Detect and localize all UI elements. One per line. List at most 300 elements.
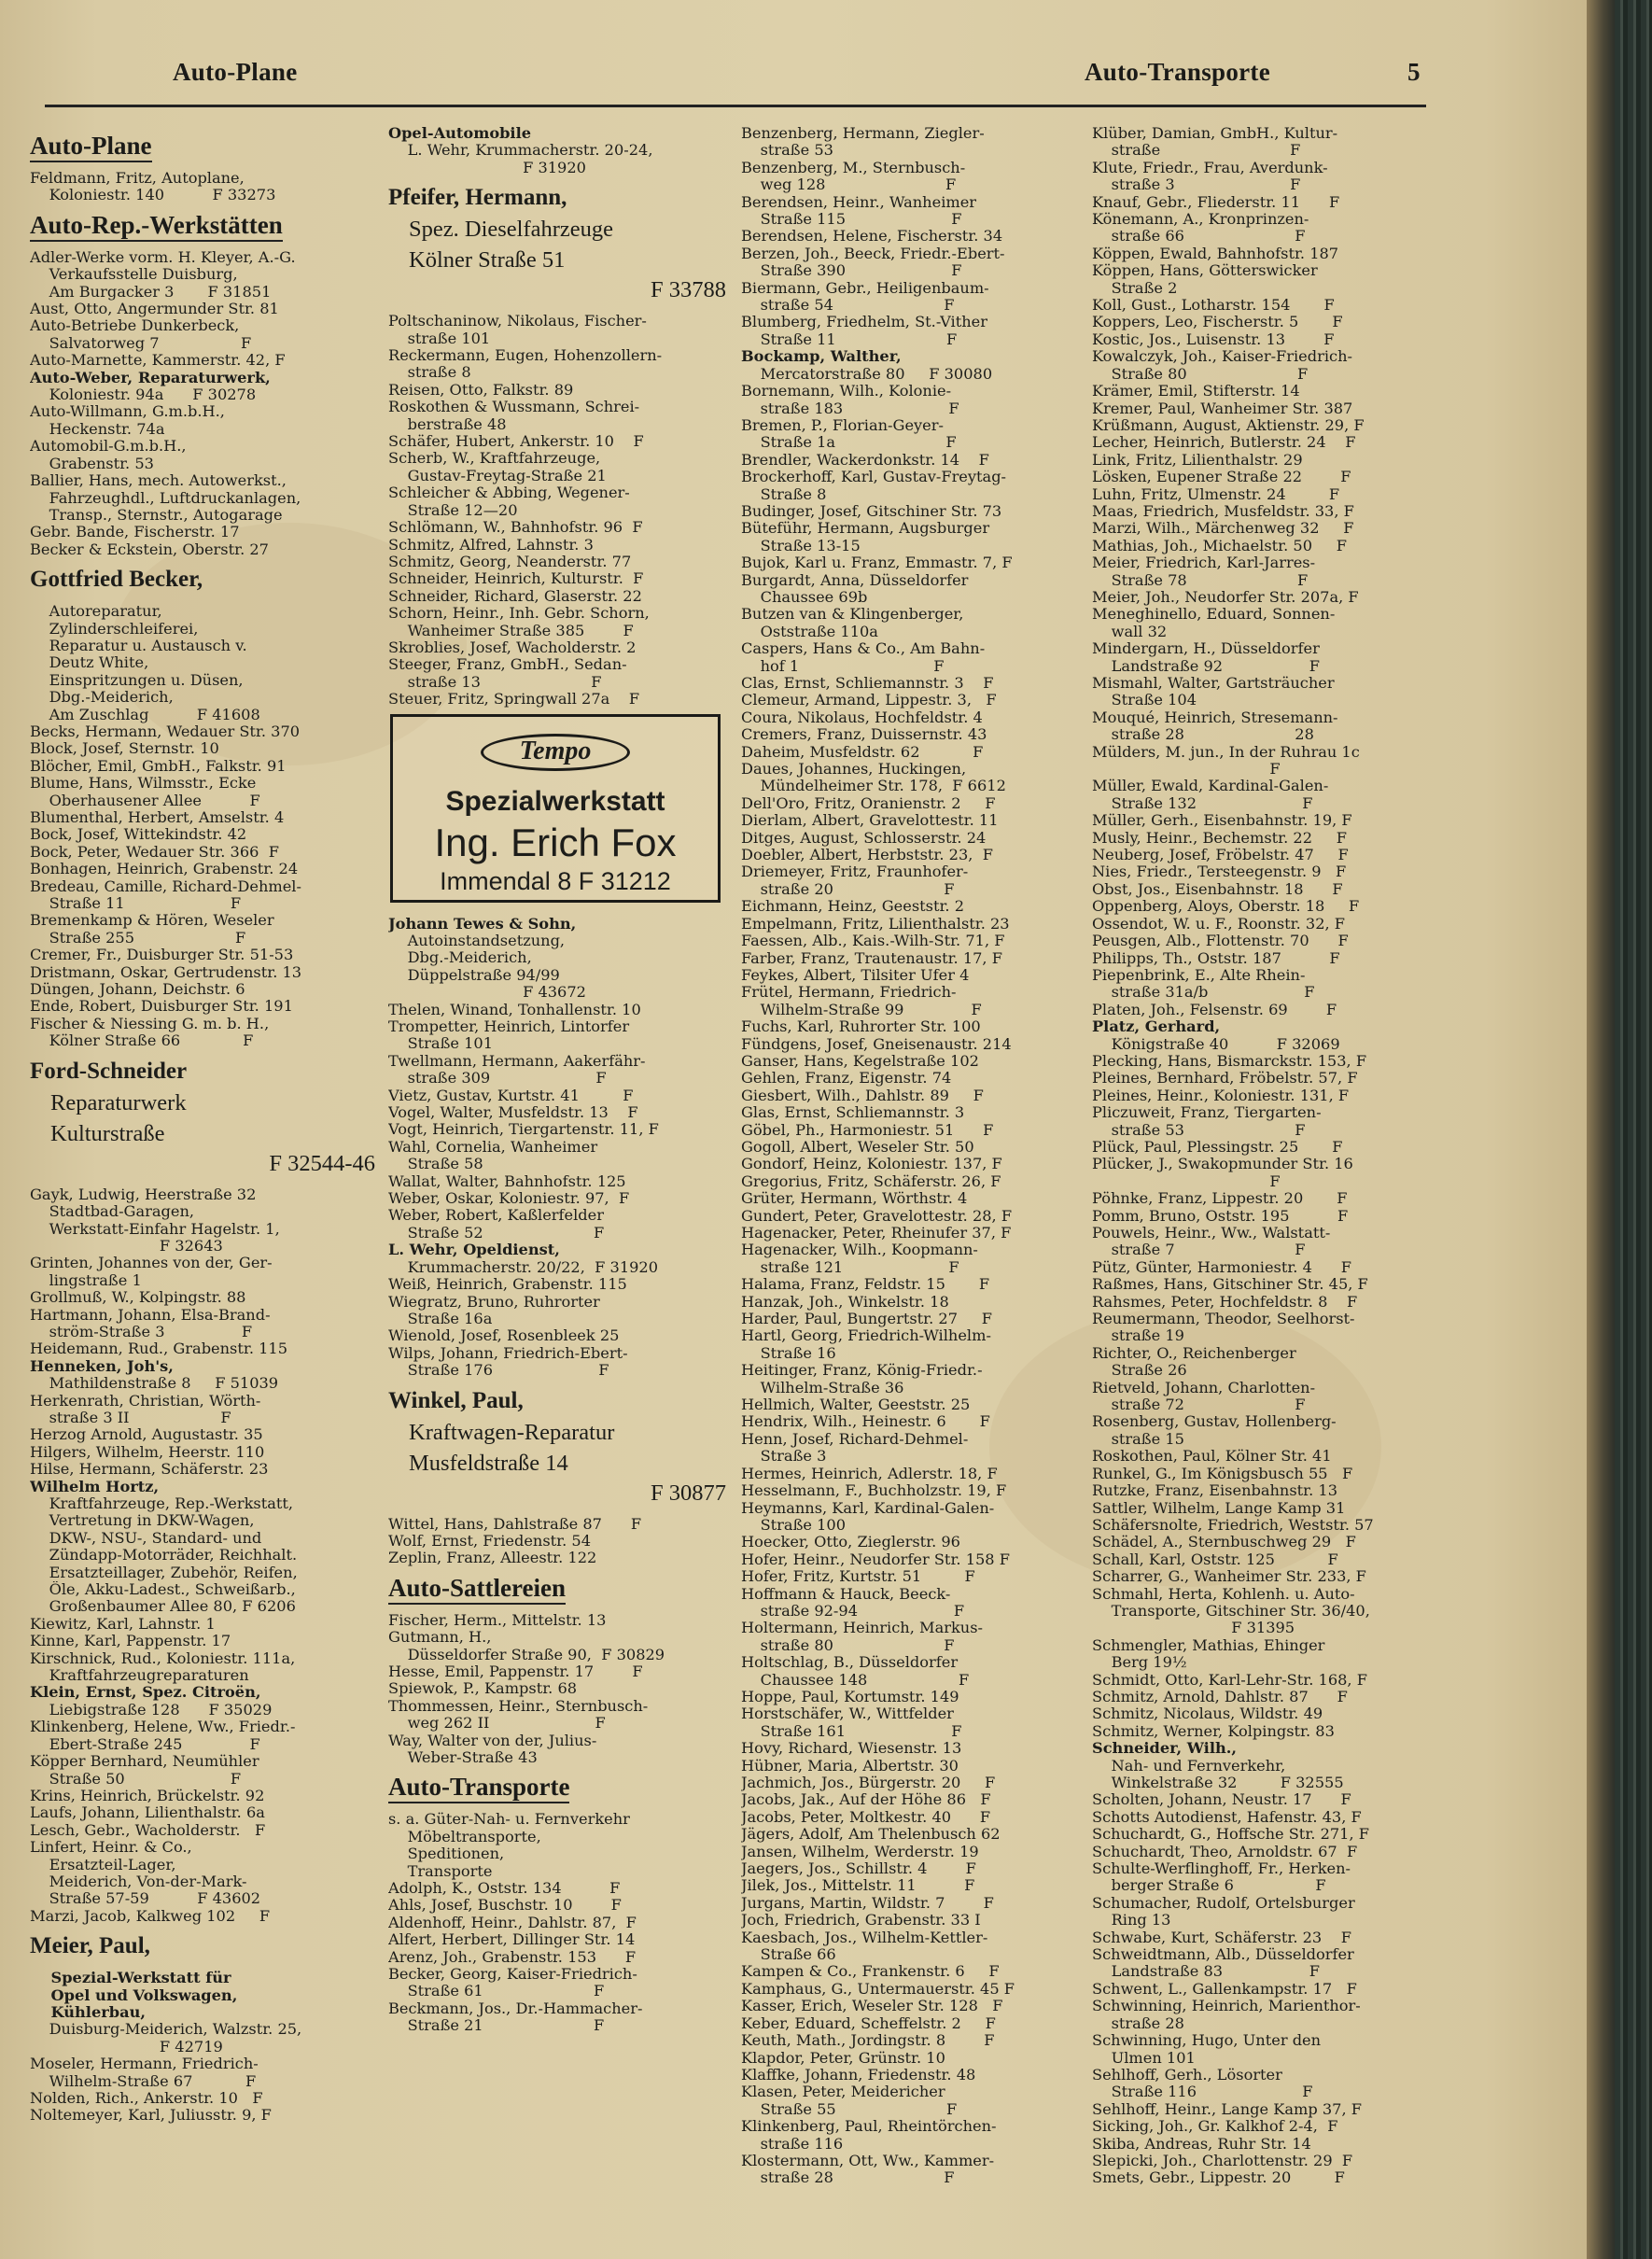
advertisement-line: Kölner Straße 51 [409,247,566,274]
directory-entry: Becks, Hermann, Wedauer Str. 370 [30,723,301,740]
directory-entry: Straße 57-59 F 43602 [30,1890,261,1908]
directory-entry: Gregorius, Fritz, Schäferstr. 26, F [741,1172,1001,1190]
directory-entry: Bonhagen, Heinrich, Grabenstr. 24 [30,861,299,878]
directory-entry: Rietveld, Johann, Charlotten- [1092,1379,1316,1396]
directory-entry: Gutmann, H., [388,1629,492,1647]
directory-entry: Schuchardt, G., Hoffsche Str. 271, F [1092,1826,1369,1844]
directory-entry: Herkenrath, Christian, Wörth- [30,1392,261,1410]
directory-entry: straße 183 F [741,400,959,417]
directory-entry: Holtermann, Heinrich, Markus- [741,1620,983,1637]
advertisement [30,1056,375,1179]
directory-entry: Adler-Werke vorm. H. Kleyer, A.-G. [30,248,296,266]
directory-entry: Straße 115 F [741,211,962,229]
directory-entry: Hesselmann, F., Buchholzstr. 19, F [741,1482,1007,1500]
directory-entry: Zündapp-Motorräder, Reichhalt. [30,1547,298,1564]
directory-entry: Hermes, Heinrich, Adlerstr. 18, F [741,1465,998,1482]
advertisement-address: Immendal 8 F 31212 [440,866,671,895]
directory-entry: Schädel, A., Sternbuschweg 29 F [1092,1534,1356,1551]
directory-entry: Feykes, Albert, Tilsiter Ufer 4 [741,966,970,984]
directory-entry: Heckenstr. 74a [30,420,165,438]
directory-entry: Duisburg-Meiderich, Walzstr. 25, [30,2021,302,2039]
column-3 [741,125,1070,2187]
directory-entry: straße 53 F [1092,1121,1306,1139]
directory-entry: Lecher, Heinrich, Butlerstr. 24 F [1092,434,1356,452]
directory-entry: Clas, Ernst, Schliemannstr. 3 F [741,675,994,692]
directory-entry: Frütel, Hermann, Friedrich- [741,984,957,1002]
directory-entry: Peusgen, Alb., Flottenstr. 70 F [1092,933,1349,950]
directory-entry: Ossendot, W. u. F., Roonstr. 32, F [1092,915,1346,933]
directory-entry: Automobil-G.m.b.H., [30,438,187,456]
directory-entry: Daues, Johannes, Huckingen, [741,761,967,779]
directory-entry: Ahls, Josef, Buschstr. 10 F [388,1897,622,1915]
directory-entry: Autoreparatur, [30,603,162,621]
directory-entry: Hoecker, Otto, Zieglerstr. 96 [741,1534,960,1551]
directory-entry: Straße 176 F [388,1362,609,1380]
directory-entry: Koll, Gust., Lotharstr. 154 F [1092,297,1335,315]
directory-entry: Arenz, Joh., Grabenstr. 153 F [388,1948,637,1966]
directory-entry: Johann Tewes & Sohn, [388,915,577,933]
directory-entry: Halama, Franz, Feldstr. 15 F [741,1276,990,1294]
directory-entry: Winkelstraße 32 F 32555 [1092,1775,1344,1791]
directory-entry: Gustav-Freytag-Straße 21 [388,467,607,484]
directory-entry: Gondorf, Heinz, Koloniestr. 137, F [741,1156,1002,1173]
directory-entry: Straße 390 F [741,262,962,280]
directory-entry: Budinger, Josef, Gitschiner Str. 73 [741,502,1002,520]
directory-entry: Gayk, Ludwig, Heerstraße 32 [30,1186,257,1203]
directory-entry: Weiß, Heinrich, Grabenstr. 115 [388,1276,627,1294]
directory-entry: Ganser, Hans, Kegelstraße 102 [741,1052,979,1070]
directory-entry: Wilhelm-Straße 99 F [741,1001,982,1018]
directory-entry: Fuchs, Karl, Ruhrorter Str. 100 [741,1018,981,1036]
directory-entry: Straße 12—20 [388,501,518,519]
framed-advertisement [390,714,721,903]
section-heading-wrap [30,125,375,170]
directory-entry: Hilgers, Wilhelm, Heerstr. 110 [30,1443,265,1461]
directory-entry: Kraftfahrzeuge, Rep.-Werkstatt, [30,1495,294,1512]
directory-entry: Brockerhoff, Karl, Gustav-Freytag- [741,469,1007,486]
directory-entry: Krins, Heinrich, Brückelstr. 92 [30,1787,265,1804]
directory-entry: Sicking, Joh., Gr. Kalkhof 2-4, F [1092,2118,1338,2136]
directory-entry: straße 66 F [1092,228,1306,246]
directory-entry: Burgardt, Anna, Düsseldorfer [741,571,969,589]
directory-entry: Düsseldorfer Straße 90, F 30829 [388,1646,665,1663]
directory-entry: Obst, Jos., Eisenbahnstr. 18 F [1092,880,1343,898]
directory-entry: Horstschäfer, W., Wittfelder [741,1705,954,1723]
directory-entry: Blumberg, Friedhelm, St.-Vither [741,314,987,331]
directory-entry: Block, Josef, Sternstr. 10 [30,740,219,758]
directory-entry: Krummacherstr. 20/22, F 31920 [388,1258,659,1276]
directory-entry: Auto-Marnette, Kammerstr. 42, F [30,352,286,370]
directory-entry: Werkstatt-Einfahr Hagelstr. 1, [30,1220,280,1238]
directory-entry: Brendler, Wackerdonkstr. 14 F [741,451,989,469]
column-1 [30,125,375,2125]
directory-entry: Gogoll, Albert, Weseler Str. 50 [741,1138,974,1156]
directory-entry: Marzi, Wilh., Märchenweg 32 F [1092,520,1354,538]
directory-entry: Opel-Automobile [388,125,532,142]
directory-entry: Nies, Friedr., Tersteegenstr. 9 F [1092,863,1347,881]
directory-entry: Bock, Peter, Wedauer Str. 366 F [30,843,279,861]
directory-entry: Fahrzeughdl., Luftdruckanlagen, [30,489,301,507]
directory-entry: Transporte [388,1862,493,1880]
directory-entry: Auto-Willmann, G.m.b.H., [30,403,225,421]
directory-entry: berstraße 48 [388,415,507,433]
directory-entry: straße 13 F [388,673,602,691]
directory-entry: Deutz White, [30,654,149,672]
directory-entry: Kiewitz, Karl, Lahnstr. 1 [30,1615,216,1633]
directory-entry: Hilse, Hermann, Schäferstr. 23 [30,1461,269,1479]
directory-entry: Mercatorstraße 80 F 30080 [741,365,993,383]
section-heading-wrap [388,1567,726,1612]
directory-entry: Hofer, Fritz, Kurtstr. 51 F [741,1568,975,1586]
directory-entry: Henneken, Joh's, [30,1357,174,1375]
directory-entry: Schneider, Heinrich, Kulturstr. F [388,570,644,588]
directory-entry: straße 19 [1092,1327,1184,1345]
directory-entry: Öle, Akku-Ladest., Schweißarb., [30,1581,296,1599]
directory-entry: Gebr. Bande, Fischerstr. 17 [30,524,240,541]
directory-entry: Raßmes, Hans, Gitschiner Str. 45, F [1092,1276,1368,1294]
directory-entry: Roskothen & Wussmann, Schrei- [388,399,640,416]
directory-entry: Ersatzteillager, Zubehör, Reifen, [30,1564,298,1581]
page-header-right: Auto-Transporte [1085,58,1270,86]
directory-entry: Pleines, Bernhard, Fröbelstr. 57, F [1092,1070,1358,1087]
directory-entry: Ulmen 101 [1092,2049,1196,2067]
directory-entry: Am Zuschlag F 41608 [30,706,260,723]
directory-entry: Schmengler, Mathias, Ehinger [1092,1636,1325,1654]
directory-entry: Mathildenstraße 8 F 51039 [30,1375,279,1393]
directory-entry: Hartl, Georg, Friedrich-Wilhelm- [741,1327,991,1345]
directory-entry: Lösken, Eupener Straße 22 F [1092,469,1351,486]
directory-entry: Schall, Karl, Oststr. 125 F [1092,1550,1338,1568]
directory-entry: Knauf, Gebr., Fliederstr. 11 F [1092,193,1340,211]
advertisement [388,1385,726,1508]
directory-entry: Grabenstr. 53 [30,455,154,472]
directory-entry: Plück, Paul, Plessingstr. 25 F [1092,1138,1343,1156]
directory-entry: Schmitz, Alfred, Lahnstr. 3 [388,536,594,554]
directory-entry: Straße 21 F [388,2017,605,2035]
advertisement-line: Reparaturwerk [50,1089,187,1115]
directory-entry: straße 3 F [1092,176,1301,194]
directory-entry: Plecking, Hans, Bismarckstr. 153, F [1092,1052,1367,1070]
directory-entry: Müller, Gerh., Eisenbahnstr. 19, F [1092,812,1352,830]
directory-entry: Fischer & Niessing G. m. b. H., [30,1015,270,1032]
directory-entry: Landstraße 83 F [1092,1963,1320,1981]
brand-logo: Tempo [481,734,630,771]
directory-entry: Cremers, Franz, Duissernstr. 43 [741,726,987,744]
advertiser-name: Ford-Schneider [30,1058,188,1084]
directory-entry: Pütz, Günter, Harmoniestr. 4 F [1092,1258,1352,1276]
directory-entry: Jägers, Adolf, Am Thelenbusch 62 [741,1826,1001,1844]
directory-entry: straße 54 F [741,297,955,315]
directory-entry: Hagenacker, Wilh., Koopmann- [741,1242,978,1259]
directory-entry: Krüßmann, August, Aktienstr. 29, F [1092,416,1365,434]
directory-entry: weg 128 F [741,176,957,194]
directory-entry: Königstraße 40 F 32069 [1092,1035,1340,1053]
directory-entry: Schmitz, Nicolaus, Wildstr. 49 [1092,1705,1323,1723]
directory-entry: Hagenacker, Peter, Rheinufer 37, F [741,1225,1012,1242]
directory-entry: Auto-Weber, Reparaturwerk, [30,369,271,386]
directory-entry: Zeplin, Franz, Alleestr. 122 [388,1550,597,1567]
directory-entry: Grüter, Hermann, Wörthstr. 4 [741,1190,968,1208]
directory-entry: Hovy, Richard, Wiesenstr. 13 [741,1740,962,1758]
directory-entry: Butzen van & Klingenberger, [741,606,964,624]
directory-entry: Kowalczyk, Joh., Kaiser-Friedrich- [1092,348,1353,366]
directory-entry: Jaegers, Jos., Schillstr. 4 F [741,1860,976,1878]
directory-entry: Ersatzteil-Lager, [30,1856,176,1873]
directory-entry: Keber, Eduard, Scheffelstr. 2 F [741,2014,996,2032]
directory-entry: Straße 101 [388,1035,494,1053]
directory-entry: Hellmich, Walter, Geeststr. 25 [741,1396,971,1414]
directory-entry: F 32643 [30,1237,223,1255]
directory-entry: straße 72 F [1092,1396,1306,1414]
directory-entry: F 42719 [30,2038,223,2056]
directory-entry: Ditges, August, Schlosserstr. 24 [741,829,987,847]
section-heading-wrap [30,204,375,249]
directory-entry: Nolden, Rich., Ankerstr. 10 F [30,2090,263,2107]
directory-entry: Empelmann, Fritz, Lilienthalstr. 23 [741,915,1010,933]
directory-entry: Neuberg, Josef, Fröbelstr. 47 F [1092,847,1349,864]
directory-entry: Fischer, Herm., Mittelstr. 13 [388,1611,607,1629]
section-heading: Auto-Plane [30,131,152,162]
directory-entry: Kampen & Co., Frankenstr. 6 F [741,1963,1000,1981]
directory-entry: Transp., Sternstr., Autogarage [30,506,283,524]
directory-entry: Henn, Josef, Richard-Dehmel- [741,1430,969,1448]
column-2 [388,125,726,2035]
directory-entry: Hoppe, Paul, Kortumstr. 149 [741,1688,959,1705]
directory-entry: Düngen, Johann, Deichstr. 6 [30,981,245,999]
directory-entry: Landstraße 92 F [1092,657,1320,675]
directory-entry: Schweidtmann, Alb., Düsseldorfer [1092,1946,1354,1964]
directory-entry: straße 53 [741,142,833,160]
directory-entry: Coura, Nikolaus, Hochfeldstr. 4 [741,709,983,726]
directory-entry: Rahsmes, Peter, Hochfeldstr. 8 F [1092,1293,1358,1311]
advertisement-line: Spez. Dieselfahrzeuge [409,217,614,243]
directory-entry: Piepenbrink, E., Alte Rhein- [1092,966,1306,984]
directory-entry: Großenbaumer Allee 80, F 6206 [30,1598,296,1616]
directory-entry: F 31920 [388,159,586,176]
directory-entry: Slepicki, Joh., Charlottenstr. 29 F [1092,2152,1353,2169]
directory-entry: Kamphaus, G., Untermauerstr. 45 F [741,1980,1015,1998]
directory-entry: Liebigstraße 128 F 35029 [30,1701,273,1719]
directory-entry: Sehlhoff, Heinr., Lange Kamp 37, F [1092,2100,1362,2118]
directory-entry: Reumermann, Theodor, Seelhorst- [1092,1311,1355,1328]
directory-entry: Schäfersnolte, Friedrich, Weststr. 57 [1092,1516,1374,1534]
book-binding [1615,0,1652,2259]
directory-entry: Cremer, Fr., Duisburger Str. 51-53 [30,947,294,964]
advertisement [30,1930,375,1962]
directory-entry: Meier, Joh., Neudorfer Str. 207a, F [1092,588,1359,606]
directory-entry: Klostermann, Ott, Ww., Kammer- [741,2152,995,2169]
directory-entry: Göbel, Ph., Harmoniestr. 51 F [741,1121,994,1139]
directory-entry: Benzenberg, Hermann, Ziegler- [741,125,985,142]
directory-entry: Vietz, Gustav, Kurtstr. 41 F [388,1087,634,1104]
directory-entry: Mülders, M. jun., In der Ruhrau 1c [1092,743,1360,761]
directory-entry: Blume, Hans, Wilmsstr., Ecke [30,775,257,793]
directory-entry: Plücker, J., Swakopmunder Str. 16 [1092,1156,1353,1173]
directory-entry: Biermann, Gebr., Heiligenbaum- [741,279,989,297]
directory-entry: Klasen, Peter, Meidericher [741,2084,945,2101]
advertiser-name: Ing. Erich Fox [434,820,677,864]
directory-entry: Alfert, Herbert, Dillinger Str. 14 [388,1931,636,1949]
directory-entry: Bredeau, Camille, Richard-Dehmel- [30,877,301,895]
directory-entry: Straße 3 [741,1448,827,1466]
directory-entry: Aust, Otto, Angermunder Str. 81 [30,301,279,318]
directory-entry: Kühlerbau, [30,2003,146,2021]
directory-entry: Twellmann, Hermann, Aakerfähr- [388,1052,646,1070]
directory-entry: Heymanns, Karl, Kardinal-Galen- [741,1499,995,1517]
directory-entry: L. Wehr, Opeldienst, [388,1242,560,1259]
directory-entry: F 43672 [388,984,586,1002]
directory-entry: Straße 104 [1092,692,1197,709]
directory-entry: Smets, Gebr., Lippestr. 20 F [1092,2169,1345,2187]
directory-entry: Steeger, Franz, GmbH., Sedan- [388,656,627,674]
directory-entry: Heidemann, Rud., Grabenstr. 115 [30,1340,288,1358]
directory-entry: Dbg.-Meiderich, [388,949,532,967]
directory-entry: Klein, Ernst, Spez. Citroën, [30,1684,261,1702]
directory-entry: Einspritzungen u. Düsen, [30,671,244,689]
directory-entry: Ebert-Straße 245 F [30,1735,260,1753]
directory-entry: Dell'Oro, Fritz, Oranienstr. 2 F [741,794,996,812]
directory-entry: Kinne, Karl, Pappenstr. 17 [30,1633,231,1650]
directory-entry: straße 28 28 [1092,726,1314,744]
directory-entry: Hesse, Emil, Pappenstr. 17 F [388,1663,643,1680]
directory-entry: Benzenberg, M., Sternbusch- [741,159,966,176]
directory-entry: straße 121 F [741,1258,959,1276]
section-heading: Auto-Sattlereien [388,1573,566,1605]
directory-entry: Schwent, L., Gallenkampstr. 17 F [1092,1980,1357,1998]
directory-entry: Straße 58 [388,1156,483,1173]
directory-entry: Klinkenberg, Paul, Rheintörchen- [741,2118,997,2136]
directory-entry: Klinkenberg, Helene, Ww., Friedr.- [30,1719,296,1736]
directory-entry: straße 101 [388,330,491,347]
directory-entry: Grinten, Johannes von der, Ger- [30,1255,273,1272]
directory-entry: weg 262 II F [388,1715,606,1733]
directory-entry: Noltemeyer, Karl, Juliusstr. 9, F [30,2107,272,2125]
directory-entry: Schumacher, Rudolf, Ortelsburger [1092,1894,1355,1912]
directory-entry: Jacobs, Peter, Moltkestr. 40 F [741,1808,991,1826]
directory-entry: Autoinstandsetzung, [388,932,566,949]
directory-entry: Dierlam, Albert, Gravelottestr. 11 [741,812,999,830]
directory-entry: Berendsen, Helene, Fischerstr. 34 [741,228,1003,246]
directory-entry: Wilhelm-Straße 67 F [30,2072,257,2090]
directory-entry: Farber, Franz, Trautenaustr. 17, F [741,949,1002,967]
directory-entry: Straße 66 [741,1946,836,1964]
directory-entry: hof 1 F [741,657,945,675]
directory-entry: L. Wehr, Krummacherstr. 20-24, [388,142,653,160]
directory-entry: Straße 61 F [388,1983,605,2000]
advertisement-phone: F 33788 [650,277,726,303]
directory-entry: Auto-Betriebe Dunkerbeck, [30,317,240,335]
directory-entry: Bujok, Karl u. Franz, Emmastr. 7, F [741,554,1013,572]
directory-entry: Marzi, Jacob, Kalkweg 102 F [30,1907,271,1925]
advertiser-name: Pfeifer, Hermann, [388,185,567,211]
directory-entry: Verkaufsstelle Duisburg, [30,266,238,284]
directory-entry: Driemeyer, Fritz, Fraunhofer- [741,863,969,881]
advertisement-line: Kulturstraße [50,1120,165,1146]
directory-entry: Schwinning, Hugo, Unter den [1092,2032,1322,2050]
directory-entry: Link, Fritz, Lilienthalstr. 29 [1092,451,1303,469]
directory-entry: Schorn, Heinr., Inh. Gebr. Schorn, [388,605,650,623]
directory-entry: Wilps, Johann, Friedrich-Ebert- [388,1344,628,1362]
directory-entry: Keuth, Math., Jordingstr. 8 F [741,2032,995,2050]
directory-entry: Beckmann, Jos., Dr.-Hammacher- [388,1999,643,2017]
directory-entry: Wilhelm Hortz, [30,1478,160,1495]
directory-entry: Kaesbach, Jos., Wilhelm-Kettler- [741,1929,988,1946]
directory-entry: Oststraße 110a [741,623,878,640]
directory-entry: straße 7 F [1092,1242,1306,1259]
directory-entry: Schmitz, Werner, Kolpingstr. 83 [1092,1722,1335,1740]
directory-entry: Becker, Georg, Kaiser-Friedrich- [388,1966,637,1984]
directory-entry: Könemann, A., Kronprinzen- [1092,211,1309,229]
directory-entry: Caspers, Hans & Co., Am Bahn- [741,640,986,658]
advertisement-phone: F 32544-46 [269,1150,375,1176]
directory-entry: Meier, Friedrich, Karl-Jarres- [1092,554,1316,572]
directory-entry: Schmitz, Arnold, Dahlstr. 87 F [1092,1688,1348,1705]
directory-entry: Scharrer, G., Wanheimer Str. 233, F [1092,1568,1366,1586]
directory-entry: Bock, Josef, Wittekindstr. 42 [30,826,247,844]
directory-entry: Opel und Volkswagen, [30,1986,238,2004]
directory-entry: Koloniestr. 94a F 30278 [30,386,257,404]
directory-entry: Spiewok, P., Kampstr. 68 [388,1680,578,1698]
directory-entry: straße 116 [741,2135,844,2153]
directory-entry: Trompetter, Heinrich, Lintorfer [388,1018,630,1035]
directory-entry: Straße 132 F [1092,794,1313,812]
directory-entry: straße 31a/b F [1092,984,1315,1002]
directory-entry: Salvatorweg 7 F [30,334,252,352]
directory-entry: Kraftfahrzeugreparaturen [30,1667,249,1685]
directory-entry: Wanheimer Straße 385 F [388,622,634,639]
directory-entry: Straße 78 F [1092,571,1309,589]
directory-entry: Mismahl, Walter, Gartsträucher [1092,675,1335,692]
directory-entry: Oppenberg, Aloys, Oberstr. 18 F [1092,898,1360,916]
directory-entry: Hanzak, Joh., Winkelstr. 18 [741,1293,949,1311]
directory-entry: Spezial-Werkstatt für [30,1970,231,1987]
directory-entry: Becker & Eckstein, Oberstr. 27 [30,540,269,558]
directory-entry: Richter, O., Reichenberger [1092,1344,1296,1362]
directory-entry: Straße 100 [741,1516,847,1534]
directory-entry: Wiegratz, Bruno, Ruhrorter [388,1293,600,1311]
directory-entry: s. a. Güter-Nah- u. Fernverkehr [388,1811,630,1829]
directory-entry: Clemeur, Armand, Lippestr. 3, F [741,692,997,709]
directory-entry: Pomm, Bruno, Oststr. 195 F [1092,1207,1349,1225]
directory-entry: Lesch, Gebr., Wacholderstr. F [30,1821,266,1839]
directory-entry: Mindergarn, H., Düsseldorfer [1092,640,1320,658]
directory-entry: Skiba, Andreas, Ruhr Str. 14 [1092,2135,1311,2153]
directory-entry: Doebler, Albert, Herbststr. 23, F [741,847,993,864]
directory-entry: Schulte-Werflinghoff, Fr., Herken- [1092,1860,1351,1878]
directory-entry: Rosenberg, Gustav, Hollenberg- [1092,1413,1337,1431]
directory-entry: Weber, Robert, Kaßlerfelder [388,1207,604,1225]
directory-entry: Faessen, Alb., Kais.-Wilh-Str. 71, F [741,933,1005,950]
directory-entry: straße F [1092,142,1301,160]
directory-entry: Pöhnke, Franz, Lippestr. 20 F [1092,1190,1348,1208]
directory-entry: Giesbert, Wilh., Dahlstr. 89 F [741,1087,984,1104]
directory-entry: Hoffmann & Hauck, Beeck- [741,1585,951,1603]
directory-entry: Wittel, Hans, Dahlstraße 87 F [388,1515,642,1533]
directory-entry: Möbeltransporte, [388,1828,541,1845]
directory-entry: Straße 50 F [30,1770,242,1788]
directory-entry: Feldmann, Fritz, Autoplane, [30,170,245,187]
directory-entry: Platz, Gerhard, [1092,1018,1221,1036]
directory-entry: Klute, Friedr., Frau, Averdunk- [1092,159,1328,176]
directory-entry: Grollmuß, W., Kolpingstr. 88 [30,1289,246,1307]
directory-entry: Luhn, Fritz, Ulmenstr. 24 F [1092,485,1340,503]
page-header-left: Auto-Plane [173,58,298,86]
directory-entry: Chaussee 69b [741,588,868,606]
directory-entry: Gundert, Peter, Gravelottestr. 28, F [741,1207,1013,1225]
directory-entry: Heitinger, Franz, König-Friedr.- [741,1362,983,1380]
directory-entry: Schmidt, Otto, Karl-Lehr-Str. 168, F [1092,1671,1367,1689]
directory-entry: Straße 26 [1092,1362,1187,1380]
